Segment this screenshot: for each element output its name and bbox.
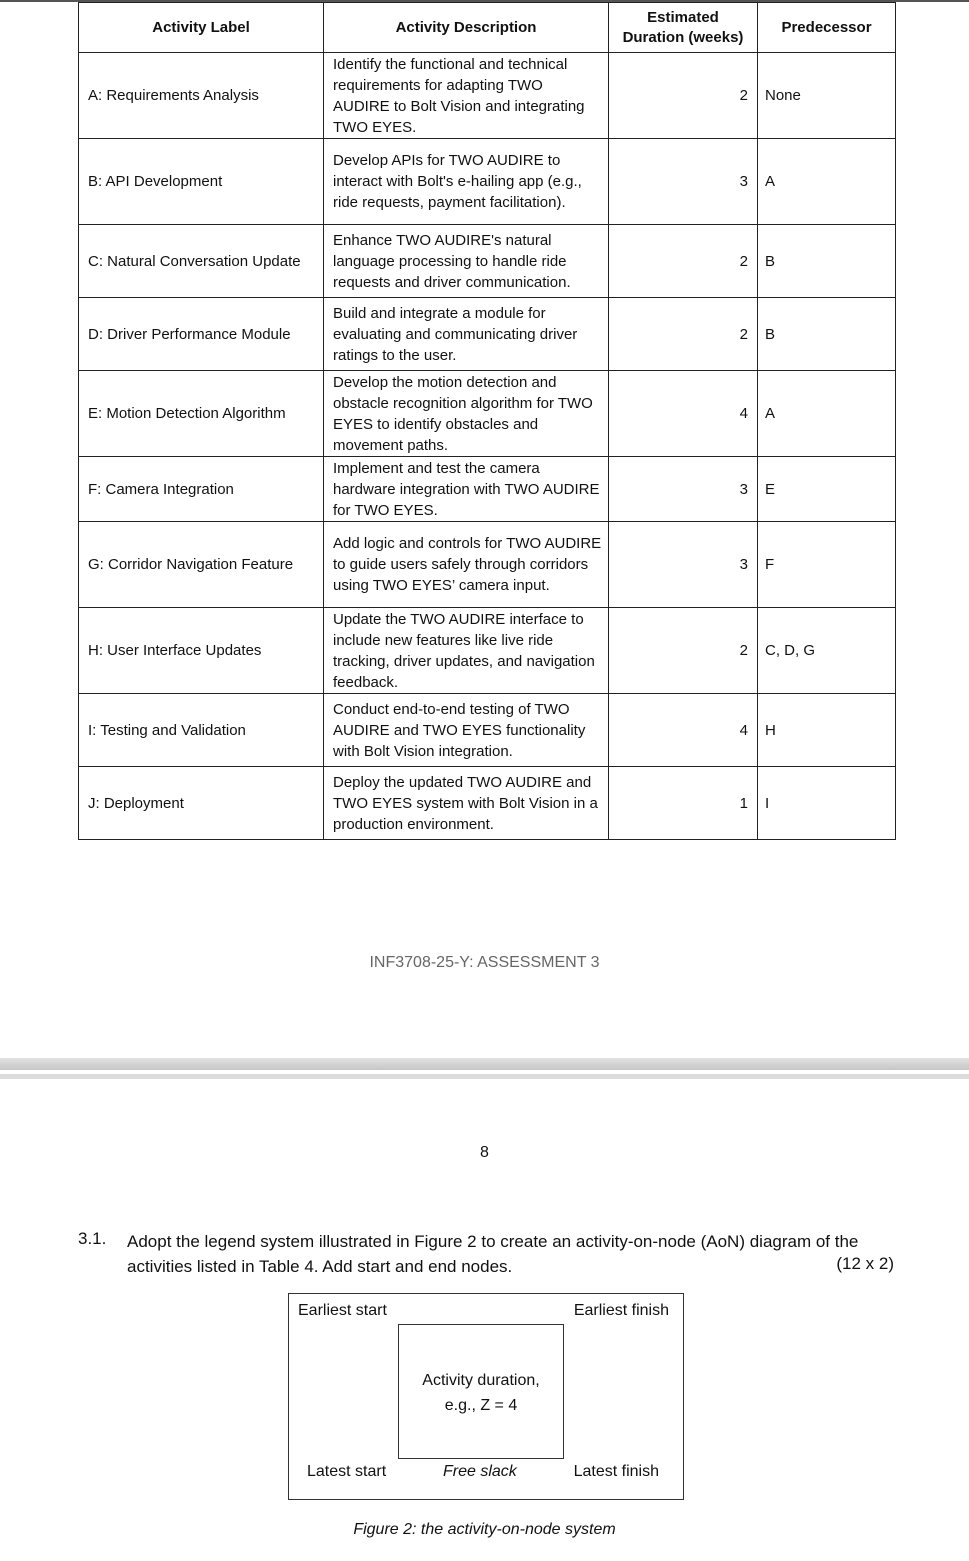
predecessor-cell: A (758, 371, 896, 457)
table-row (79, 139, 896, 225)
predecessor-cell: A (758, 139, 896, 225)
activity-description-cell: Develop the motion detection and obstacle recognition algorithm for TWO EYES to identify obstacles and movement paths. (324, 371, 609, 457)
duration-cell: 3 (609, 457, 758, 522)
activity-description-cell: Identify the functional and technical requirements for adapting TWO AUDIRE to Bolt Vision and integrating TWO EYES. (324, 53, 609, 139)
activity-label-cell: H: User Interface Updates (79, 608, 324, 694)
predecessor-cell: I (758, 767, 896, 840)
table-row (79, 522, 896, 608)
activity-label-cell: D: Driver Performance Module (79, 298, 324, 371)
activity-label-cell: B: API Development (79, 139, 324, 225)
predecessor-cell: B (758, 298, 896, 371)
legend-duration-box (398, 1324, 564, 1459)
activity-description-cell: Build and integrate a module for evaluating and communicating driver ratings to the user. (324, 298, 609, 371)
legend-latest-start: Latest start (307, 1463, 387, 1480)
duration-cell: 3 (609, 522, 758, 608)
duration-cell: 1 (609, 767, 758, 840)
activity-label-cell: F: Camera Integration (79, 457, 324, 522)
activity-label-cell: I: Testing and Validation (79, 694, 324, 767)
duration-cell: 2 (609, 298, 758, 371)
predecessor-cell: C, D, G (758, 608, 896, 694)
duration-cell: 2 (609, 225, 758, 298)
table-row (79, 767, 896, 840)
activity-label-cell: G: Corridor Navigation Feature (79, 522, 324, 608)
document-footer: INF3708-25-Y: ASSESSMENT 3 (369, 954, 600, 971)
duration-cell: 3 (609, 139, 758, 225)
activity-description-cell: Deploy the updated TWO AUDIRE and TWO EYES system with Bolt Vision in a production environment. (324, 767, 609, 840)
activity-description-cell: Update the TWO AUDIRE interface to include new features like live ride tracking, driver updates, and navigation feedback. (324, 608, 609, 694)
activity-description-cell: Conduct end-to-end testing of TWO AUDIRE and TWO EYES functionality with Bolt Vision integration. (324, 694, 609, 767)
table-header-row (79, 3, 896, 53)
predecessor-cell: None (758, 53, 896, 139)
page-break-divider (0, 1058, 969, 1070)
activity-label-cell: E: Motion Detection Algorithm (79, 371, 324, 457)
predecessor-cell: H (758, 694, 896, 767)
activity-description-cell: Implement and test the camera hardware integration with TWO AUDIRE for TWO EYES. (324, 457, 609, 522)
duration-cell: 2 (609, 53, 758, 139)
duration-cell: 4 (609, 694, 758, 767)
legend-earliest-finish: Earliest finish (573, 1302, 669, 1319)
header-estimated-duration: Estimated Duration (weeks) (609, 3, 758, 53)
activity-description-cell: Develop APIs for TWO AUDIRE to interact with Bolt's e-hailing app (e.g., ride requests, payment facilitation). (324, 139, 609, 225)
page-break-divider-lower (0, 1074, 969, 1079)
predecessor-cell: F (758, 522, 896, 608)
activity-label-cell: A: Requirements Analysis (79, 53, 324, 139)
table-row (79, 225, 896, 298)
header-activity-description: Activity Description (324, 3, 609, 53)
page-number: 8 (480, 1144, 489, 1161)
activity-table (78, 2, 896, 840)
legend-activity-duration: Activity duration, e.g., Z = 4 (422, 1372, 540, 1414)
question-text: Adopt the legend system illustrated in Figure 2 to create an activity-on-node (AoN) diagram of the activities listed in Table 4. Add start and end nodes. (127, 1232, 859, 1276)
legend-free-slack: Free slack (443, 1463, 517, 1480)
question-marks: (12 x 2) (836, 1254, 894, 1273)
table-row (79, 608, 896, 694)
table-row (79, 457, 896, 522)
question-number: 3.1. (78, 1229, 107, 1248)
activity-description-cell: Enhance TWO AUDIRE's natural language processing to handle ride requests and driver communication. (324, 225, 609, 298)
table-row (79, 694, 896, 767)
activity-label-cell: J: Deployment (79, 767, 324, 840)
legend-earliest-start: Earliest start (298, 1302, 387, 1319)
legend-latest-finish: Latest finish (573, 1463, 659, 1480)
table-row (79, 298, 896, 371)
duration-cell: 4 (609, 371, 758, 457)
predecessor-cell: E (758, 457, 896, 522)
table-row (79, 371, 896, 457)
predecessor-cell: B (758, 225, 896, 298)
header-predecessor: Predecessor (758, 3, 896, 53)
duration-cell: 2 (609, 608, 758, 694)
header-activity-label: Activity Label (79, 3, 324, 53)
activity-description-cell: Add logic and controls for TWO AUDIRE to guide users safely through corridors using TWO EYES’ camera input. (324, 522, 609, 608)
table-row (79, 53, 896, 139)
figure-caption: Figure 2: the activity-on-node system (353, 1521, 616, 1538)
activity-label-cell: C: Natural Conversation Update (79, 225, 324, 298)
aon-legend-node (288, 1293, 684, 1500)
